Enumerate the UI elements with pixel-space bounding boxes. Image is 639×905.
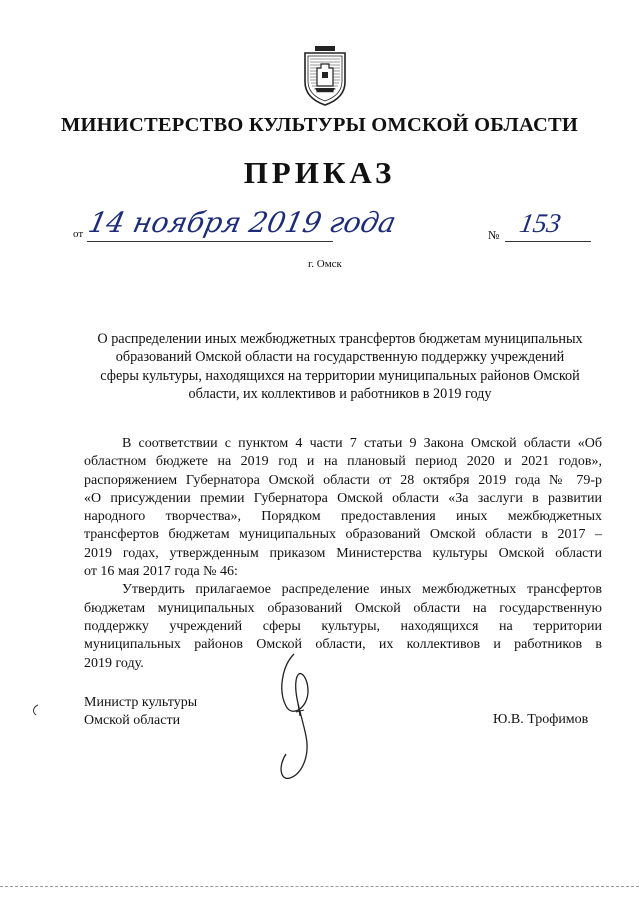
margin-mark	[30, 703, 40, 717]
body-line: народного творчества», Порядком предоставления иных межбюджетных	[84, 509, 602, 525]
order-subject	[80, 330, 600, 404]
body-line: муниципальных районов Омской области, их коллективов и работников в	[84, 637, 602, 653]
city: г. Омск	[308, 258, 342, 270]
signatory-title-line: Омской области	[84, 713, 181, 728]
body-line: распоряжением Губернатора Омской области от 28 октября 2019 года № 79-р	[84, 472, 602, 488]
number-underline	[505, 241, 591, 242]
body-line: областном бюджете на 2019 год и на плановый период 2020 и 2021 годов»,	[84, 454, 602, 470]
handwritten-number: 153	[517, 208, 564, 238]
body-line: «О присуждении премии Губернатора Омской области «За заслуги в развитии	[84, 490, 602, 506]
body-line: поддержку учреждений сферы культуры, находящихся на территории	[84, 618, 602, 634]
date-underline	[87, 241, 333, 242]
body-line: 2019 годах, утвержденным приказом Министерства культуры Омской области	[84, 545, 602, 561]
body-line: 2019 году.	[84, 655, 144, 671]
signatory-title-line: Министр культуры	[84, 695, 198, 710]
page-bottom-edge	[0, 886, 639, 887]
subject-line: О распределении иных межбюджетных трансфертов бюджетам муниципальных	[97, 331, 583, 347]
document-type: ПРИКАЗ	[243, 155, 396, 190]
body-line: В соответствии с пунктом 4 части 7 статьи 9 Закона Омской области «Об	[122, 436, 602, 451]
body-line: бюджетам муниципальных образований Омской области на государственную	[84, 600, 602, 616]
signatory-name: Ю.В. Трофимов	[493, 712, 589, 727]
date-prefix: от	[73, 228, 84, 240]
body-line: Утвердить прилагаемое распределение иных межбюджетных трансфертов	[122, 582, 602, 598]
coat-of-arms-icon	[303, 46, 347, 106]
body-line: трансфертов бюджетам муниципальных образований Омской области в 2017 –	[84, 527, 602, 543]
subject-line: образований Омской области на государственную поддержку учреждений	[115, 349, 565, 366]
order-body	[84, 435, 602, 673]
body-line: от 16 мая 2017 года № 46:	[84, 564, 238, 580]
ministry-name: МИНИСТЕРСТВО КУЛЬТУРЫ ОМСКОЙ ОБЛАСТИ	[60, 114, 579, 136]
subject-line: области, их коллективов и работников в 2019 году	[188, 386, 492, 403]
handwritten-date: 14 ноября 2019 года	[85, 206, 399, 239]
signatory-title	[84, 694, 197, 730]
subject-line: сферы культуры, находящихся на территории муниципальных районов Омской	[100, 367, 580, 384]
number-prefix: №	[488, 228, 500, 242]
handwritten-signature	[272, 646, 332, 786]
